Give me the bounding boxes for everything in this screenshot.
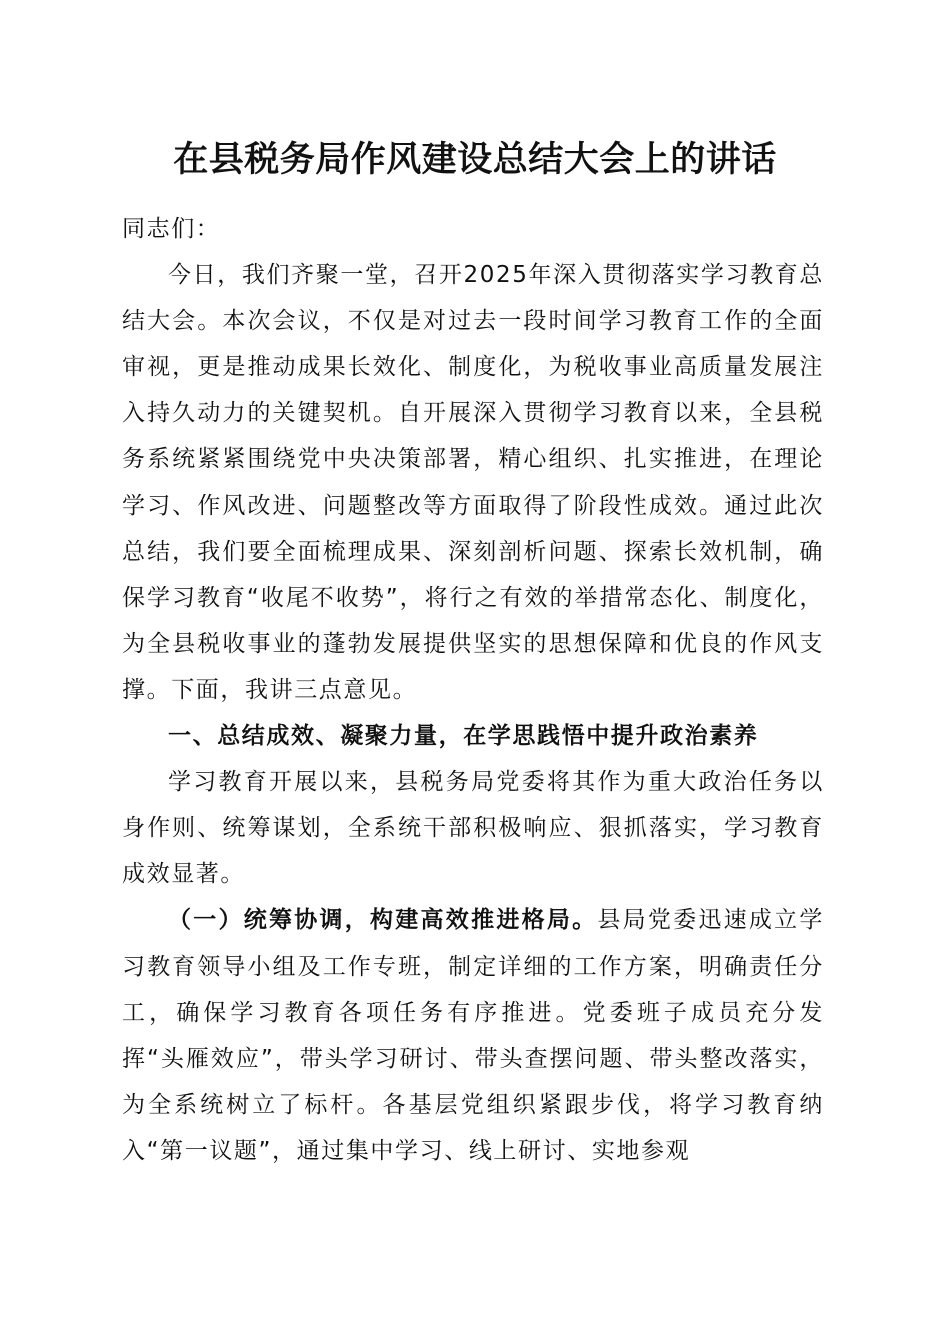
document-title: 在县税务局作风建设总结大会上的讲话 [173, 139, 777, 180]
intro-paragraph: 今日，我们齐聚一堂，召开2025年深入贯彻落实学习教育总结大会。本次会议，不仅是对过去一段时间学习教育工作的全面审视，更是推动成果长效化、制度化，为税收事业高质量发展注入持久动力的关键契机。自开展深入贯彻学习教育以来，全县税务系统紧紧围绕党中央决策部署，精心组织、扎实推进，在理论学习、作风改进、问题整改等方面取得了阶段性成效。通过此次总结，我们要全面梳理成果、深刻剖析问题、探索长效机制，确保学习教育“收尾不收势”，将行之有效的举措常态化、制度化，为全县税收事业的蓬勃发展提供坚实的思想保障和优良的作风支撑。下面，我讲三点意见。 [122, 262, 824, 703]
salutation: 同志们： [122, 216, 221, 242]
subsection-1-body: 县局党委迅速成立学习教育领导小组及工作专班，制定详细的工作方案，明确责任分工，确保学习教育各项任务有序推进。党委班子成员充分发挥“头雁效应”，带头学习研讨、带头查摆问题、带头整改落实，为全系统树立了标杆。各基层党组织紧跟步伐，将学习教育纳入“第一议题”，通过集中学习、线上研讨、实地参观 [122, 907, 825, 1164]
subsection-1-lead: （一）统筹协调，构建高效推进格局。 [168, 907, 598, 934]
section-1-intro: 学习教育开展以来，县税务局党委将其作为重大政治任务以身作则、统筹谋划，全系统干部积极响应、狠抓落实，学习教育成效显著。 [122, 769, 824, 888]
document-body [122, 206, 824, 1174]
section-1-heading: 一、总结成效、凝聚力量，在学思践悟中提升政治素养 [168, 723, 759, 750]
subsection-1-paragraph [122, 897, 824, 1174]
